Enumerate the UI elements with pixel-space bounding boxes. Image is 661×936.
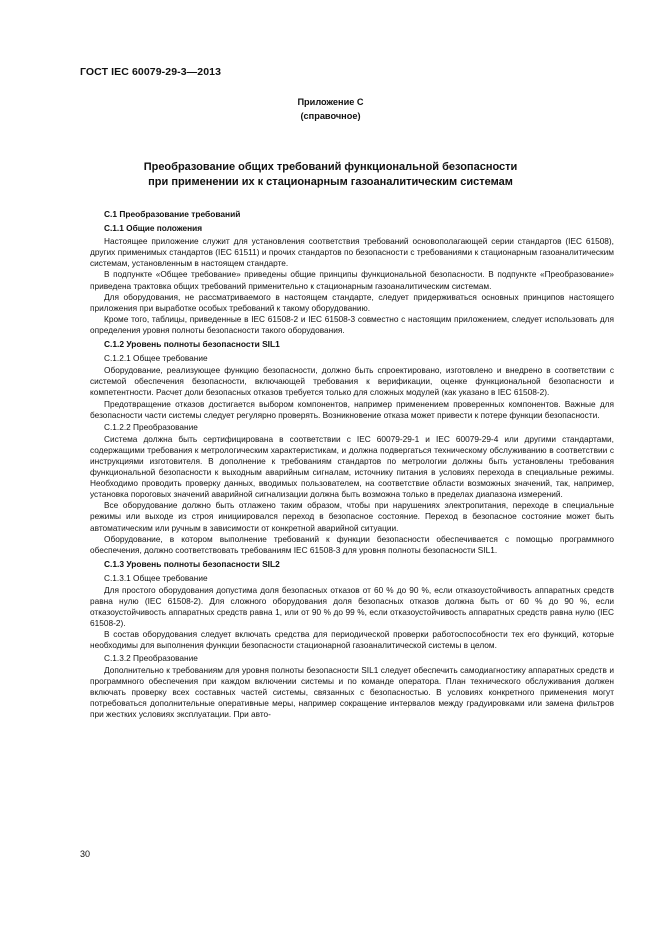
paragraph: Настоящее приложение служит для установления соответствия требований основополагающей серии стандартов (IEC 61508), других применимых стандартов (IEC 61511) и прочих стандартов по безопасности с требованиями к стационарным газоаналитическим системам, установленным в настоящем стандарте.: [90, 236, 614, 269]
annex-title: Приложение С: [297, 97, 364, 107]
paragraph: Оборудование, реализующее функцию безопасности, должно быть спроектировано, изготовлено и внедрено в соответствии с системой обеспечения безопасности, включающей требования к верификации, оценке функциональной безопасности и компетентности. Расчет доли безопасных отказов требуется только для сложных модулей (как указано в IEC 61508-2).: [90, 365, 614, 398]
section-c122-heading: С.1.2.2 Преобразование: [104, 421, 198, 432]
paragraph: Предотвращение отказов достигается выбором компонентов, например применением проверенных компонентов. Важные для безопасности части системы следует регулярно проверять. Возникновение отказа может привести к потере функции безопасности.: [90, 398, 614, 420]
paragraph: В состав оборудования следует включать средства для периодической проверки работоспособности тех его функций, которые необходимы для выполнения функции безопасности стационарной газоаналитической системы в целом.: [90, 629, 614, 651]
paragraph: Система должна быть сертифицирована в соответствии с IEC 60079-29-1 и IEC 60079-29-4 или другими стандартами, содержащими требования к метрологическим характеристикам, и должна подвергаться техническому обслуживанию в соответствии с инструкциями изготовителя. В дополнение к требованиям стандартов по метрологии должны быть установлены требования функциональной безопасности к выходным аварийным сигналам, источнику питания в условиях перехода в специальные режимы. Необходимо проводить проверку данных, вводимых пользователем, на соответствие области возможных значений, так, например, установка пороговых значений аварийной сигнализации должна быть возможна только в пределах диапазона измерений.: [90, 433, 614, 500]
section-c13-heading: С.1.3 Уровень полноты безопасности SIL2: [104, 558, 280, 569]
section-c11-heading: С.1.1 Общие положения: [104, 223, 203, 234]
paragraph: Для оборудования, не рассматриваемого в настоящем стандарте, следует придерживаться основных принципов настоящего приложения при выработке особых требований к такому оборудованию.: [90, 291, 614, 313]
page-number: 30: [80, 849, 91, 859]
standard-header: ГОСТ IEC 60079-29-3—2013: [80, 66, 222, 78]
section-c121-heading: С.1.2.1 Общее требование: [104, 353, 208, 364]
annex-note: (справочное): [300, 111, 361, 121]
body-text: [90, 206, 614, 720]
paragraph: Все оборудование должно быть отлажено таким образом, чтобы при нарушениях электропитания, переходе в специальные режимы или выходе из строя инициировался переход в безопасное состояние. Переход в безопасное состояние может быть автоматическим или ручным в зависимости от конкретной аварийной ситуации.: [90, 500, 614, 533]
paragraph: Оборудование, в котором выполнение требований к функции безопасности обеспечивается с помощью программного обеспечения, должно соответствовать требованиям IEC 61508-3 для уровня полноты безопасности SIL1.: [90, 533, 614, 555]
section-c12-heading: С.1.2 Уровень полноты безопасности SIL1: [104, 339, 280, 350]
main-title-line-2: при применении их к стационарным газоаналитическим системам: [148, 176, 513, 188]
section-c131-heading: С.1.3.1 Общее требование: [104, 572, 208, 583]
paragraph: Для простого оборудования допустима доля безопасных отказов от 60 % до 90 %, если отказоустойчивость аппаратных средств равна нулю (IEC 61508-2). Для сложного оборудования доля безопасных отказов должна быть от 60 % до 90 %, если отказоустойчивость аппаратных средств равна 1, или от 90 % до 99 %, если отказоустойчивость аппаратных средств равна нулю (IEC 61508-2).: [90, 585, 614, 629]
main-title-line-1: Преобразование общих требований функциональной безопасности: [143, 161, 518, 173]
main-title: [0, 160, 661, 190]
section-c132-heading: С.1.3.2 Преобразование: [104, 652, 198, 663]
section-c1-heading: С.1 Преобразование требований: [104, 209, 241, 219]
paragraph: Дополнительно к требованиям для уровня полноты безопасности SIL1 следует обеспечить самодиагностику аппаратных средств и программного обеспечения при каждом включении системы и по команде оператора. План технического обслуживания должен включать проверку всех составных частей системы, связанных с безопасностью. В условиях конкретного применения могут потребоваться дополнительные оперативные меры, например сокращение интервалов между градуировками или замена фильтров при жестких условиях эксплуатации. При авто-: [90, 664, 614, 720]
paragraph: Кроме того, таблицы, приведенные в IEC 61508-2 и IEC 61508-3 совместно с настоящим приложением, следует использовать для определения уровня полноты безопасности такого оборудования.: [90, 313, 614, 335]
paragraph: В подпункте «Общее требование» приведены общие принципы функциональной безопасности. В подпункте «Преобразование» приведена трактовка общих требований применительно к стационарным газоаналитическим системам.: [90, 269, 614, 291]
